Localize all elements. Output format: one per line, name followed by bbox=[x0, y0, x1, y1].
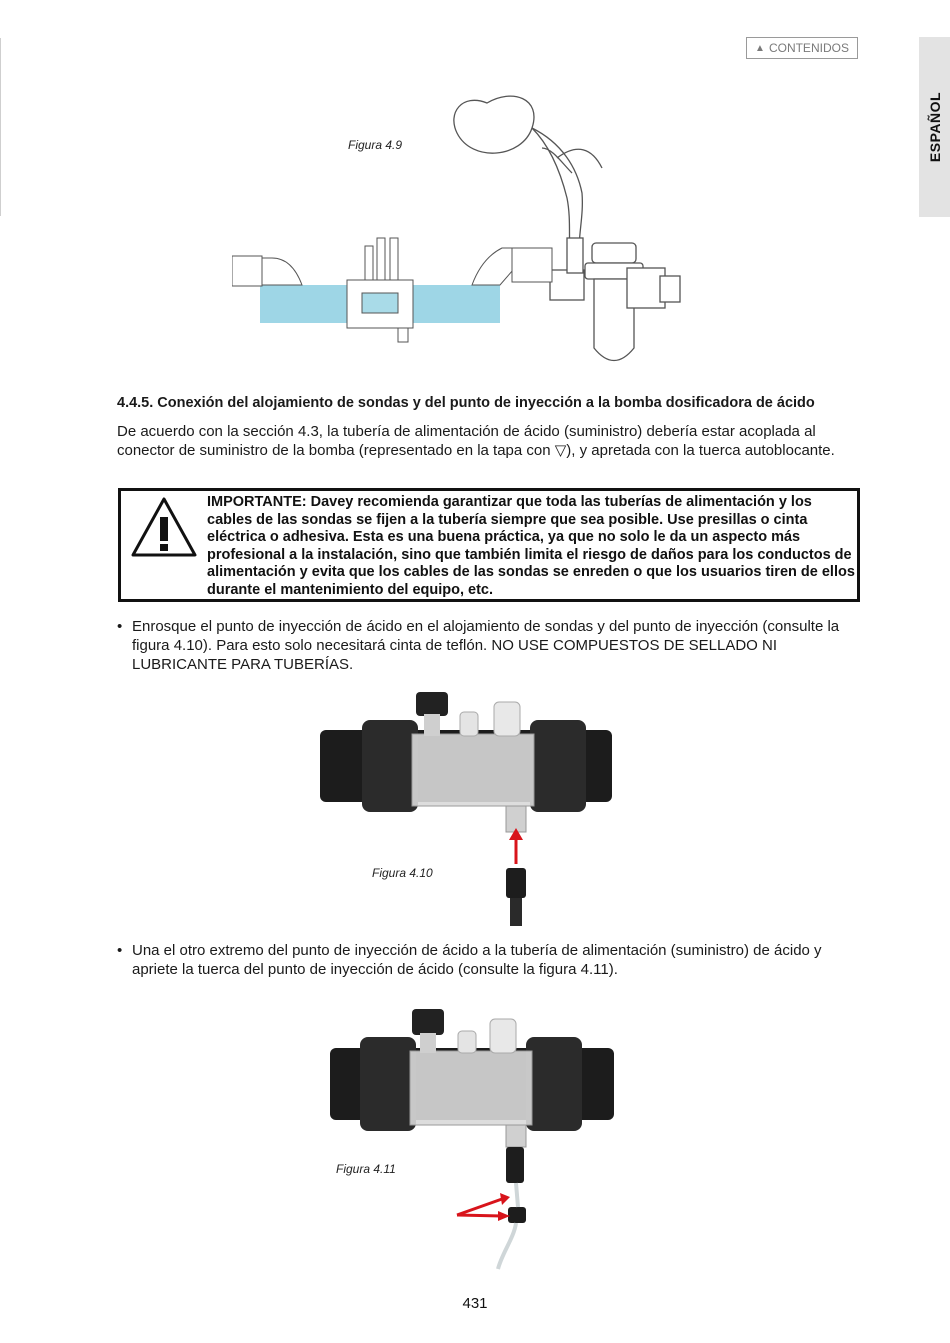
bullet-marker: • bbox=[117, 618, 123, 635]
contents-button[interactable] bbox=[746, 37, 858, 59]
figure-4-11-caption: Figura 4.11 bbox=[336, 1162, 396, 1176]
bullet-item bbox=[117, 617, 862, 674]
language-label: ESPAÑOL bbox=[926, 91, 943, 163]
language-tab bbox=[919, 37, 950, 217]
warning-box bbox=[118, 488, 860, 602]
margin-rule bbox=[0, 38, 1, 216]
bullet-marker: • bbox=[117, 942, 123, 959]
figure-4-9 bbox=[232, 88, 690, 378]
page-number: 431 bbox=[462, 1295, 488, 1312]
warning-triangle-icon bbox=[129, 495, 199, 564]
figure-4-9-caption: Figura 4.9 bbox=[348, 138, 403, 152]
figure-4-10-caption: Figura 4.10 bbox=[372, 866, 433, 880]
bullet-text: Una el otro extremo del punto de inyección de ácido a la tubería de alimentación (suministro) de ácido y apriete la tuerca del punto de inyección de ácido (consulte la figura 4.11). bbox=[132, 942, 822, 978]
warning-text: IMPORTANTE: Davey recomienda garantizar que toda las tuberías de alimentación y los cables de las sondas se fijen a la tubería siempre que sea posible. Use presillas o cinta eléctrica o adhesiva. Esta es una buena práctica, ya que no solo le da un aspecto más profesional a la instalación, sino que también limita el riesgo de daños para los conductos de alimentación y evita que los cables de las sondas se enreden o que los usuarios tiren de ellos durante el mantenimiento del equipo, etc. bbox=[207, 494, 855, 598]
bullet-text: Enrosque el punto de inyección de ácido en el alojamiento de sondas y del punto de inyección (consulte la figura 4.10). Para esto solo necesitará cinta de teflón. NO USE COMPUESTOS DE SELLADO NI LUBRICANTE PARA TUBERÍAS. bbox=[132, 618, 840, 673]
intro-paragraph: De acuerdo con la sección 4.3, la tubería de alimentación de ácido (suministro) debería estar acoplada al conector de suministro de la bomba (representado en la tapa con ▽), y apretada con la tuerca autoblocante. bbox=[117, 423, 835, 459]
pipe-assembly-diagram bbox=[232, 88, 690, 378]
bullet-item bbox=[117, 941, 862, 979]
probe-housing-photo bbox=[320, 682, 612, 932]
up-triangle-icon: ▲ bbox=[755, 42, 765, 54]
injection-point-photo bbox=[330, 1003, 614, 1271]
figure-4-10 bbox=[320, 682, 612, 932]
figure-4-11 bbox=[330, 1003, 614, 1271]
section-heading: 4.4.5. Conexión del alojamiento de sondas y del punto de inyección a la bomba dosificadora de ácido bbox=[117, 395, 815, 411]
contents-label: CONTENIDOS bbox=[768, 41, 849, 55]
